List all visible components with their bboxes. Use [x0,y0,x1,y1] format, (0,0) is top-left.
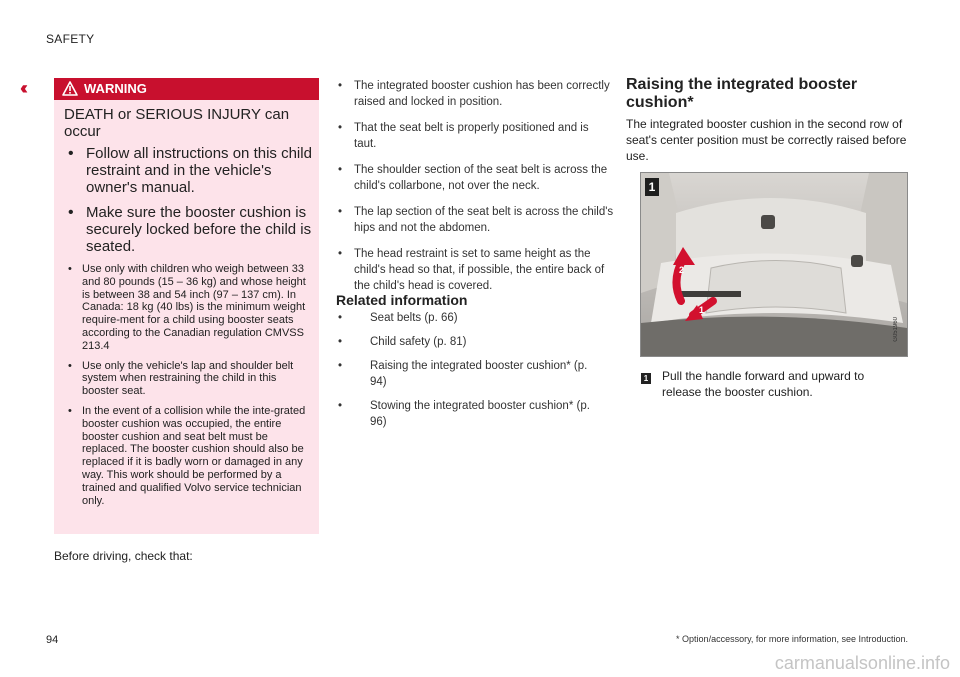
section-intro: The integrated booster cushion in the second row of seat's center position must be correctly raised before use. [626,117,907,163]
checklist-item: • The shoulder section of the seat belt is across the child's collarbone, not over the neck. [336,162,614,194]
footnote: * Option/accessory, for more information, see Introduction. [676,634,908,644]
related-link-seat-belts[interactable]: • Seat belts (p. 66) [336,310,606,326]
section-header: SAFETY [46,32,95,46]
arrow-label-1: 1 [699,305,705,315]
warning-main-item: • Follow all instructions on this child restraint and in the vehicle's owner's manual. [64,145,314,196]
warning-detail-item: • Use only the vehicle's lap and shoulder belt system when restraining the child in this booster seat. [64,360,316,398]
checklist-item: • The integrated booster cushion has been correctly raised and locked in position. [336,78,614,110]
before-driving-text: Before driving, check that: [54,549,193,563]
booster-cushion-figure [640,172,908,357]
warning-detail-item: • Use only with children who weigh between 33 and 80 pounds (15 – 36 kg) and whose height is between 38 and 54 inch (97 – 137 cm). In Canada: 18 kg (40 lbs) is the minimum weight require-ment for a child using booster seats according to the Canadian regulation CMVSS 213.4 [64,263,316,353]
checklist-item: • That the seat belt is properly positioned and is taut. [336,120,614,152]
warning-detail-item: • In the event of a collision while the inte-grated booster cushion was occupied, the entire booster cushion and seat belt must be replaced. The booster cushion should also be replaced if it is badly worn or damaged in any way. This work should be performed by a trained and qualified Volvo service technician only. [64,405,316,507]
warning-main-item: • Make sure the booster cushion is securely locked before the child is seated. [64,204,314,255]
related-heading: Related information [336,292,468,308]
related-links [336,310,606,438]
double-chevron-left-icon[interactable]: ‹‹ [20,78,24,98]
checklist-item: • The head restraint is set to same height as the child's head so that, if possible, the entire back of the child's head is covered. [336,246,614,294]
warning-detail-list [64,263,316,514]
section-heading: Raising the integrated booster cushion* [626,76,858,111]
figure-badge: 1 [645,178,659,196]
related-link-raising-booster[interactable]: • Raising the integrated booster cushion* (p. 94) [336,358,606,390]
checklist [336,78,614,304]
related-link-stowing-booster[interactable]: • Stowing the integrated booster cushion* (p. 96) [336,398,606,430]
figure-caption: Pull the handle forward and upward to release the booster cushion. [662,369,865,399]
arrow-label-2: 2 [679,265,685,275]
caption-badge: 1 [641,373,651,384]
warning-main-list [64,145,314,263]
figure-code: G051960 [893,317,899,342]
related-link-child-safety[interactable]: • Child safety (p. 81) [336,334,606,350]
warning-box [54,78,319,534]
page-number: 94 [46,634,59,646]
warning-bar [54,78,319,100]
checklist-item: • The lap section of the seat belt is across the child's hips and not the abdomen. [336,204,614,236]
warning-title: WARNING [84,81,147,96]
watermark: carmanualsonline.info [774,653,950,673]
warning-lead: DEATH or SERIOUS INJURY can occur [64,106,290,140]
warning-triangle-icon [62,81,78,96]
